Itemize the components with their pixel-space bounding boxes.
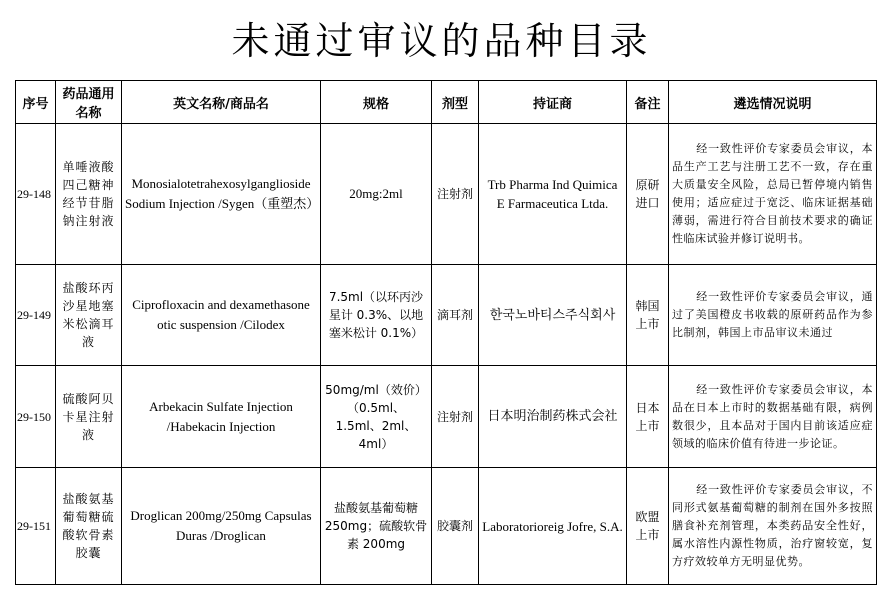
description-text: 经一致性评价专家委员会审议，通过了美国橙皮书收载的原研药品作为参比制剂，韩国上市品审议未通过: [672, 290, 873, 339]
description-text: 经一致性评价专家委员会审议，本品生产工艺与注册工艺不一致，存在重大质量安全风险，总局已暂停境内销售使用；适应症过于宽泛、临床证据基础薄弱，需进行符合目前技术要求的确证性临床试验并修订说明书。: [672, 142, 873, 245]
description-cell: [669, 265, 877, 366]
table-header-row: [16, 81, 877, 124]
seq-cell: 29-151: [16, 468, 56, 585]
description-cell: [669, 124, 877, 265]
english-name-cell: Arbekacin Sulfate Injection /Habekacin Injection: [122, 366, 321, 468]
seq-cell: 29-149: [16, 265, 56, 366]
spec-cell: 20mg:2ml: [321, 124, 432, 265]
generic-name-cell: 盐酸环丙沙星地塞米松滴耳液: [56, 265, 122, 366]
remark-cell: 韩国上市: [627, 265, 669, 366]
generic-name-cell: 单唾液酸四己糖神经节苷脂钠注射液: [56, 124, 122, 265]
drug-list-table: [15, 80, 877, 585]
table-row: [16, 366, 877, 468]
form-cell: 滴耳剂: [432, 265, 479, 366]
header-description: 遴选情况说明: [669, 81, 877, 124]
description-text: 经一致性评价专家委员会审议，不同形式氨基葡萄糖的制剂在国外多按照膳食补充剂管理，本类药品安全性好，属水溶性内源性物质，治疗窗较宽，复方疗效较单方无明显优势。: [672, 483, 873, 568]
header-seq: 序号: [16, 81, 56, 124]
page-title: 未通过审议的品种目录: [231, 19, 652, 63]
holder-cell: Laboratorioreig Jofre, S.A.: [479, 468, 627, 585]
form-cell: 注射剂: [432, 124, 479, 265]
generic-name-cell: 硫酸阿贝卡星注射液: [56, 366, 122, 468]
header-spec: 规格: [321, 81, 432, 124]
table-row: [16, 124, 877, 265]
spec-cell: 50mg/ml（效价）（0.5ml、1.5ml、2ml、4ml）: [321, 366, 432, 468]
holder-cell: 한국노바티스주식회사: [479, 265, 627, 366]
header-holder: 持证商: [479, 81, 627, 124]
spec-cell: 7.5ml（以环丙沙星计 0.3%、以地塞米松计 0.1%）: [321, 265, 432, 366]
table-row: [16, 468, 877, 585]
header-form: 剂型: [432, 81, 479, 124]
remark-cell: 原研进口: [627, 124, 669, 265]
seq-cell: 29-150: [16, 366, 56, 468]
english-name-cell: Ciprofloxacin and dexamethasone otic suspension /Cilodex: [122, 265, 321, 366]
remark-cell: 日本上市: [627, 366, 669, 468]
english-name-cell: Droglican 200mg/250mg Capsulas Duras /Droglican: [122, 468, 321, 585]
english-name-cell: Monosialotetrahexosylganglioside Sodium Injection /Sygen（重塑杰）: [122, 124, 321, 265]
description-text: 经一致性评价专家委员会审议，本品在日本上市时的数据基础有限，病例数很少，且本品对于国内目前该适应症领域的临床价值有待进一步论证。: [672, 382, 873, 450]
seq-cell: 29-148: [16, 124, 56, 265]
header-remark: 备注: [627, 81, 669, 124]
holder-cell: Trb Pharma Ind Quimica E Farmaceutica Ltda.: [479, 124, 627, 265]
description-cell: [669, 468, 877, 585]
description-cell: [669, 366, 877, 468]
form-cell: 注射剂: [432, 366, 479, 468]
table-row: [16, 265, 877, 366]
generic-name-cell: 盐酸氨基葡萄糖硫酸软骨素胶囊: [56, 468, 122, 585]
holder-cell: 日本明治制药株式会社: [479, 366, 627, 468]
remark-cell: 欧盟上市: [627, 468, 669, 585]
form-cell: 胶囊剂: [432, 468, 479, 585]
header-english-name: 英文名称/商品名: [122, 81, 321, 124]
spec-cell: 盐酸氨基葡萄糖 250mg；硫酸软骨素 200mg: [321, 468, 432, 585]
header-generic-name: 药品通用名称: [56, 81, 122, 124]
